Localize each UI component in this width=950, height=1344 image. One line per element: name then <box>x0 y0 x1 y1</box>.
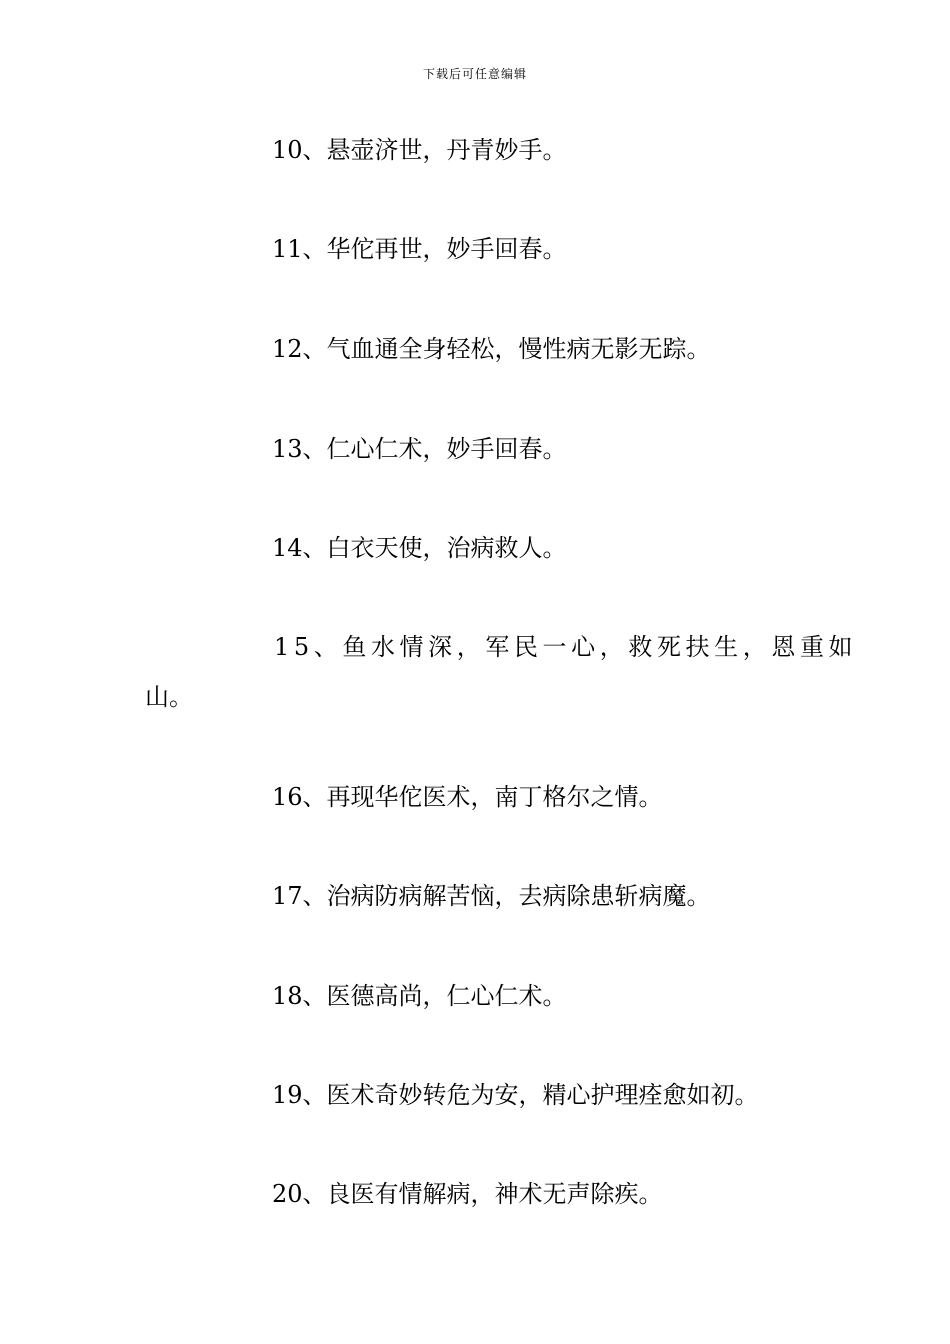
list-item: 20、良医有情解病，神术无声除疾。 <box>272 1180 663 1208</box>
list-item: 12、气血通全身轻松，慢性病无影无踪。 <box>272 335 711 363</box>
list-item-continuation: 山。 <box>145 683 193 711</box>
list-item: 10、悬壶济世，丹青妙手。 <box>272 136 567 164</box>
list-item: 11、华佗再世，妙手回春。 <box>272 235 567 263</box>
list-item: 18、医德高尚，仁心仁术。 <box>272 982 567 1010</box>
header-note: 下载后可任意编辑 <box>422 67 527 81</box>
list-item: 14、白衣天使，治病救人。 <box>272 534 567 562</box>
list-item: 17、治病防病解苦恼，去病除患斩病魔。 <box>272 882 711 910</box>
list-item: 15、鱼水情深，军民一心，救死扶生，恩重如 <box>274 633 858 661</box>
list-item: 19、医术奇妙转危为安，精心护理痊愈如初。 <box>272 1081 759 1109</box>
list-item: 16、再现华佗医术，南丁格尔之情。 <box>272 783 663 811</box>
list-item: 13、仁心仁术，妙手回春。 <box>272 435 567 463</box>
